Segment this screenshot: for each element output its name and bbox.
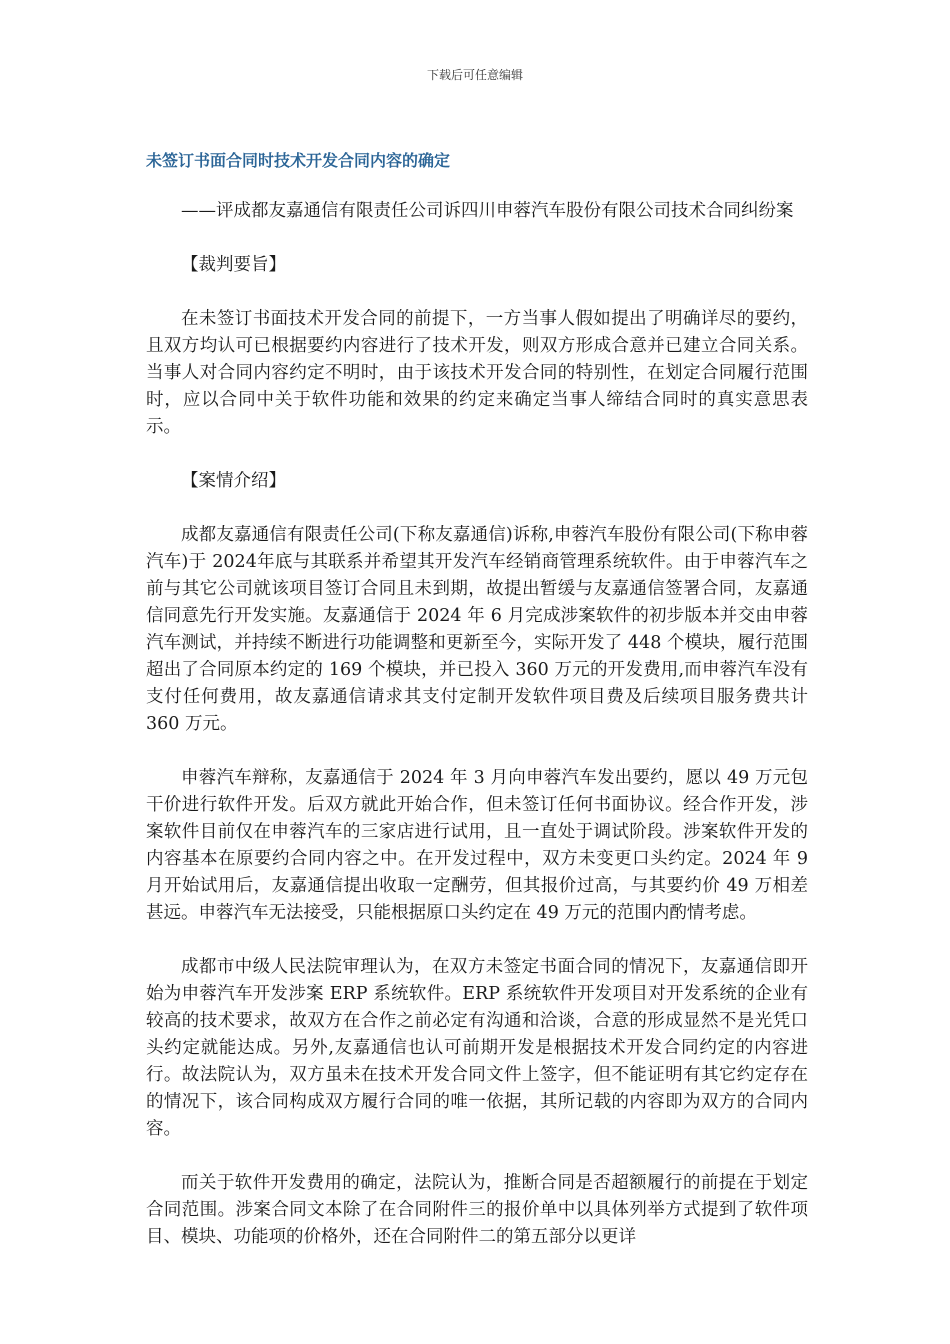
paragraph-court: 成都市中级人民法院审理认为，在双方未签定书面合同的情况下，友嘉通信即开始为申蓉汽车开发涉案 ERP 系统软件。ERP 系统软件开发项目对开发系统的企业有较高的技术要求，故双方在合作之前必定有沟通和洽谈，合意的形成显然不是光凭口头约定就能达成。另外,友嘉通信也认可前期开发是根据技术开发合同约定的内容进行。故法院认为，双方虽未在技术开发合同文件上签字，但不能证明有其它约定存在的情况下，该合同构成双方履行合同的唯一依据，其所记载的内容即为双方的合同内容。 [146, 957, 808, 1139]
paragraph-fees: 而关于软件开发费用的确定，法院认为，推断合同是否超额履行的前提在于划定合同范围。涉案合同文本除了在合同附件三的报价单中以具体列举方式提到了软件项目、模块、功能项的价格外，还在合同附件二的第五部分以更详 [146, 1173, 808, 1247]
paragraph-defendant: 申蓉汽车辩称，友嘉通信于 2024 年 3 月向申蓉汽车发出要约，愿以 49 万元包干价进行软件开发。后双方就此开始合作，但未签订任何书面协议。经合作开发，涉案软件目前仅在申蓉汽车的三家店进行试用，且一直处于调试阶段。涉案软件开发的内容基本在原要约合同内容之中。在开发过程中，双方未变更口头约定。2024 年 9 月开始试用后，友嘉通信提出收取一定酬劳，但其报价过高，与其要约价 49 万相差甚远。申蓉汽车无法接受，只能根据原口头约定在 49 万元的范围内酌情考虑。 [146, 768, 808, 923]
subtitle: ——评成都友嘉通信有限责任公司诉四川申蓉汽车股份有限公司技术合同纠纷案 [181, 201, 794, 221]
section-heading-case: 【案情介绍】 [181, 471, 286, 491]
section-heading-gist: 【裁判要旨】 [181, 255, 286, 275]
paragraph-gist: 在未签订书面技术开发合同的前提下，一方当事人假如提出了明确详尽的要约，且双方均认可已根据要约内容进行了技术开发，则双方形成合意并已建立合同关系。当事人对合同内容约定不明时，由于该技术开发合同的特别性，在划定合同履行范围时，应以合同中关于软件功能和效果的约定来确定当事人缔结合同时的真实意思表示。 [146, 309, 808, 437]
document-title: 未签订书面合同时技术开发合同内容的确定 [146, 151, 451, 170]
header-note: 下载后可任意编辑 [426, 68, 523, 82]
paragraph-plaintiff: 成都友嘉通信有限责任公司(下称友嘉通信)诉称,申蓉汽车股份有限公司(下称申蓉汽车)于 2024年底与其联系并希望其开发汽车经销商管理系统软件。由于申蓉汽车之前与其它公司就该项目签订合同且未到期，故提出暂缓与友嘉通信签署合同，友嘉通信同意先行开发实施。友嘉通信于 2024 年 6 月完成涉案软件的初步版本并交由申蓉汽车测试，并持续不断进行功能调整和更新至今，实际开发了 448 个模块，履行范围超出了合同原本约定的 169 个模块，并已投入 360 万元的开发费用,而申蓉汽车没有支付任何费用，故友嘉通信请求其支付定制开发软件项目费及后续项目服务费共计 360 万元。 [146, 525, 808, 734]
document-body [146, 198, 808, 1278]
